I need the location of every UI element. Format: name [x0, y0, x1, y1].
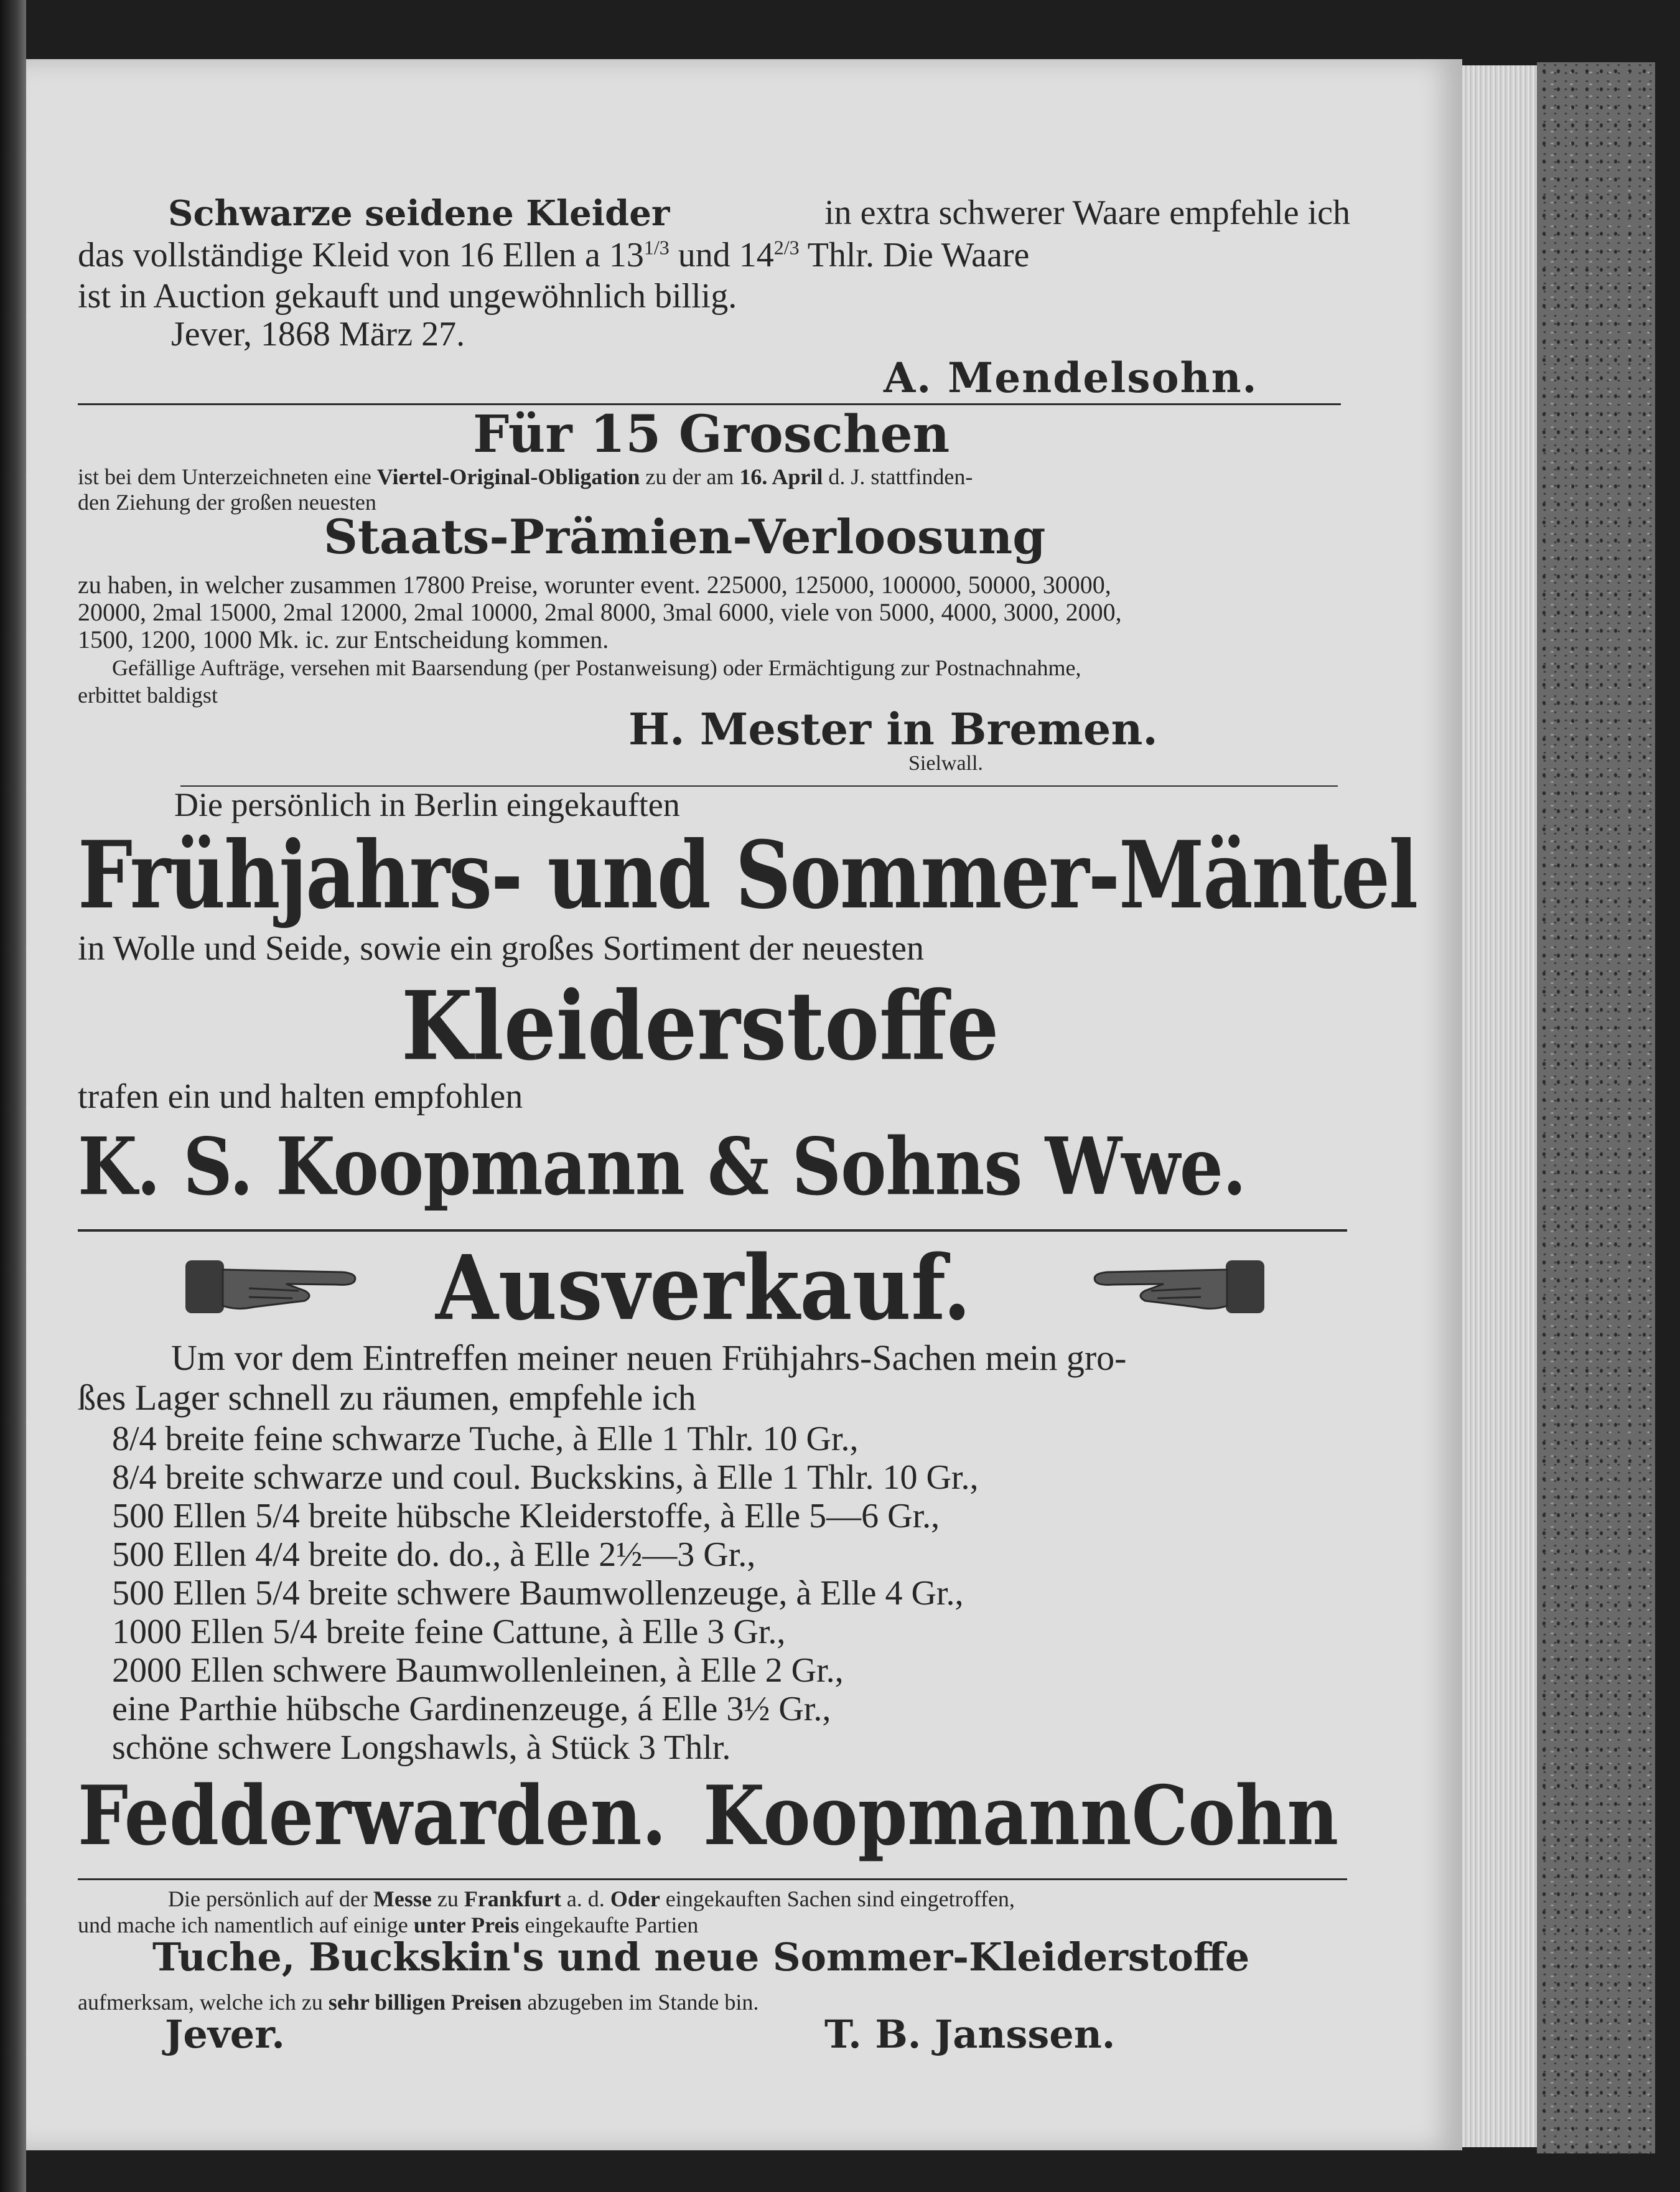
- ad2-line1-a: ist bei dem Unterzeichneten eine: [78, 464, 371, 489]
- ad5-line3-bold-b: sehr billigen Preisen: [328, 1990, 522, 2015]
- ad1-line2-c: Thlr. Die Waare: [807, 236, 1030, 274]
- ad1-line2: [78, 235, 1029, 275]
- ad2-line1-bold-b: Viertel-Original-Obligation: [376, 464, 640, 489]
- ad5-line1-bold-f: Oder: [610, 1886, 660, 1911]
- ad4-place: Fedderwarden.: [78, 1768, 667, 1864]
- ad2-sub-signature: Sielwall.: [908, 752, 983, 775]
- ad4-item: eine Parthie hübsche Gardinenzeuge, á Elle 3½ Gr.,: [112, 1690, 831, 1728]
- ad5-line2-bold-b: unter Preis: [413, 1913, 520, 1937]
- ad1-signature: A. Mendelsohn.: [884, 354, 1258, 402]
- ad2-line5: 1500, 1200, 1000 Mk. ic. zur Entscheidung kommen.: [78, 625, 609, 653]
- ad5-line1-a: Die persönlich auf der: [168, 1886, 368, 1911]
- ad1-line3: ist in Auction gekauft und ungewöhnlich billig.: [78, 277, 737, 316]
- ad2-headline: Für 15 Groschen: [473, 405, 950, 464]
- divider-3: [78, 1229, 1347, 1232]
- ad4-item: 8/4 breite feine schwarze Tuche, à Elle 1 Thlr. 10 Gr.,: [112, 1420, 859, 1458]
- ad5-line1-e: a. d.: [566, 1886, 605, 1911]
- divider-4: [78, 1878, 1347, 1880]
- ad4-item: 500 Ellen 4/4 breite do. do., à Elle 2½—3 Gr.,: [112, 1535, 756, 1574]
- ad5-line2-a: und mache ich namentlich auf einige: [78, 1913, 408, 1937]
- ad4-item: 1000 Ellen 5/4 breite feine Cattune, à Elle 3 Gr.,: [112, 1613, 786, 1651]
- ad2-line1: [78, 464, 1347, 490]
- ad2-line1-bold-d: 16. April: [739, 464, 823, 489]
- ad2-signature: H. Mester in Bremen.: [628, 703, 1158, 755]
- ad4-item: 2000 Ellen schwere Baumwollenleinen, à Elle 2 Gr.,: [112, 1651, 844, 1690]
- ad5-line1-bold-d: Frankfurt: [464, 1886, 561, 1911]
- ad4-item: 500 Ellen 5/4 breite schwere Baumwollenzeuge, à Elle 4 Gr.,: [112, 1574, 964, 1613]
- ad2-line1-e: d. J. stattfinden-: [828, 464, 973, 489]
- ad2-line3: zu haben, in welcher zusammen 17800 Preise, worunter event. 225000, 125000, 100000, 50000, 30000,: [78, 571, 1111, 599]
- ad1-bold-phrase: Schwarze seidene Kleider: [168, 193, 670, 234]
- ad2-line4: 20000, 2mal 15000, 2mal 12000, 2mal 10000, 2mal 8000, 3mal 6000, viele von 5000, 4000, 3000, 2000,: [78, 598, 1122, 626]
- pointing-hand-right-icon: [180, 1245, 373, 1326]
- ad1-fraction-1: 1/3: [643, 236, 670, 259]
- ad3-line2: in Wolle und Seide, sowie ein großes Sortiment der neuesten: [78, 929, 924, 968]
- ad3-headline: Frühjahrs- und Sommer-Mäntel: [78, 822, 1417, 930]
- ad1-fraction-2: 2/3: [773, 236, 800, 259]
- ad5-line1: [168, 1886, 1015, 1912]
- ad4-item: 500 Ellen 5/4 breite hübsche Kleiderstoffe, à Elle 5—6 Gr.,: [112, 1497, 940, 1535]
- ad5-line1-g: eingekauften Sachen sind eingetroffen,: [665, 1886, 1015, 1911]
- ad5-line1-c: zu: [437, 1886, 459, 1911]
- ad5-line3-c: abzugeben im Stande bin.: [527, 1990, 759, 2015]
- ad2-subhead: Staats-Prämien-Verloosung: [324, 509, 1046, 564]
- ad3-subhead: Kleiderstoffe: [401, 971, 999, 1082]
- ad1-line2-a: das vollständige Kleid von 16 Ellen a 13: [78, 236, 644, 274]
- ad4-item: 8/4 breite schwarze und coul. Buckskins, à Elle 1 Thlr. 10 Gr.,: [112, 1458, 979, 1497]
- ad1-dateline: Jever, 1868 März 27.: [171, 315, 465, 354]
- ad3-intro: Die persönlich in Berlin eingekauften: [174, 786, 680, 823]
- ad4-headline: Ausverkauf.: [436, 1235, 971, 1341]
- ad4-item: schöne schwere Longshawls, à Stück 3 Thlr.: [112, 1728, 731, 1767]
- ad1-line1-rest: in extra schwerer Waare empfehle ich: [824, 194, 1350, 232]
- ad5-line2-c: eingekaufte Partien: [525, 1913, 699, 1937]
- ad1-line2-b: und 14: [678, 236, 774, 274]
- ad5-line1-bold-b: Messe: [373, 1886, 432, 1911]
- ad2-line6: Gefällige Aufträge, versehen mit Baarsendung (per Postanweisung) oder Ermächtigung zur Postnachnahme,: [112, 655, 1081, 680]
- ad4-intro-line2: ßes Lager schnell zu räumen, empfehle ich: [78, 1377, 696, 1418]
- ad3-line3: trafen ein und halten empfohlen: [78, 1077, 523, 1116]
- ad4-intro-line1: Um vor dem Eintreffen meiner neuen Frühjahrs-Sachen mein gro-: [171, 1337, 1127, 1378]
- ad1-line1: [168, 193, 1350, 234]
- ad5-headline: Tuche, Buckskin's und neue Sommer-Kleiderstoffe: [152, 1934, 1250, 1980]
- ad2-line2: den Ziehung der großen neuesten: [78, 490, 376, 515]
- ad5-place: Jever.: [165, 2012, 285, 2057]
- ad5-signature: T. B. Janssen.: [824, 2012, 1116, 2057]
- pointing-hand-left-icon: [1076, 1245, 1269, 1326]
- ad2-line1-c: zu der am: [645, 464, 734, 489]
- ad4-signature: KoopmannCohn: [703, 1768, 1339, 1864]
- ad5-line3-a: aufmerksam, welche ich zu: [78, 1990, 323, 2015]
- ad2-line7: erbittet baldigst: [78, 683, 218, 708]
- ad3-signature: K. S. Koopmann & Sohns Wwe.: [78, 1120, 1246, 1213]
